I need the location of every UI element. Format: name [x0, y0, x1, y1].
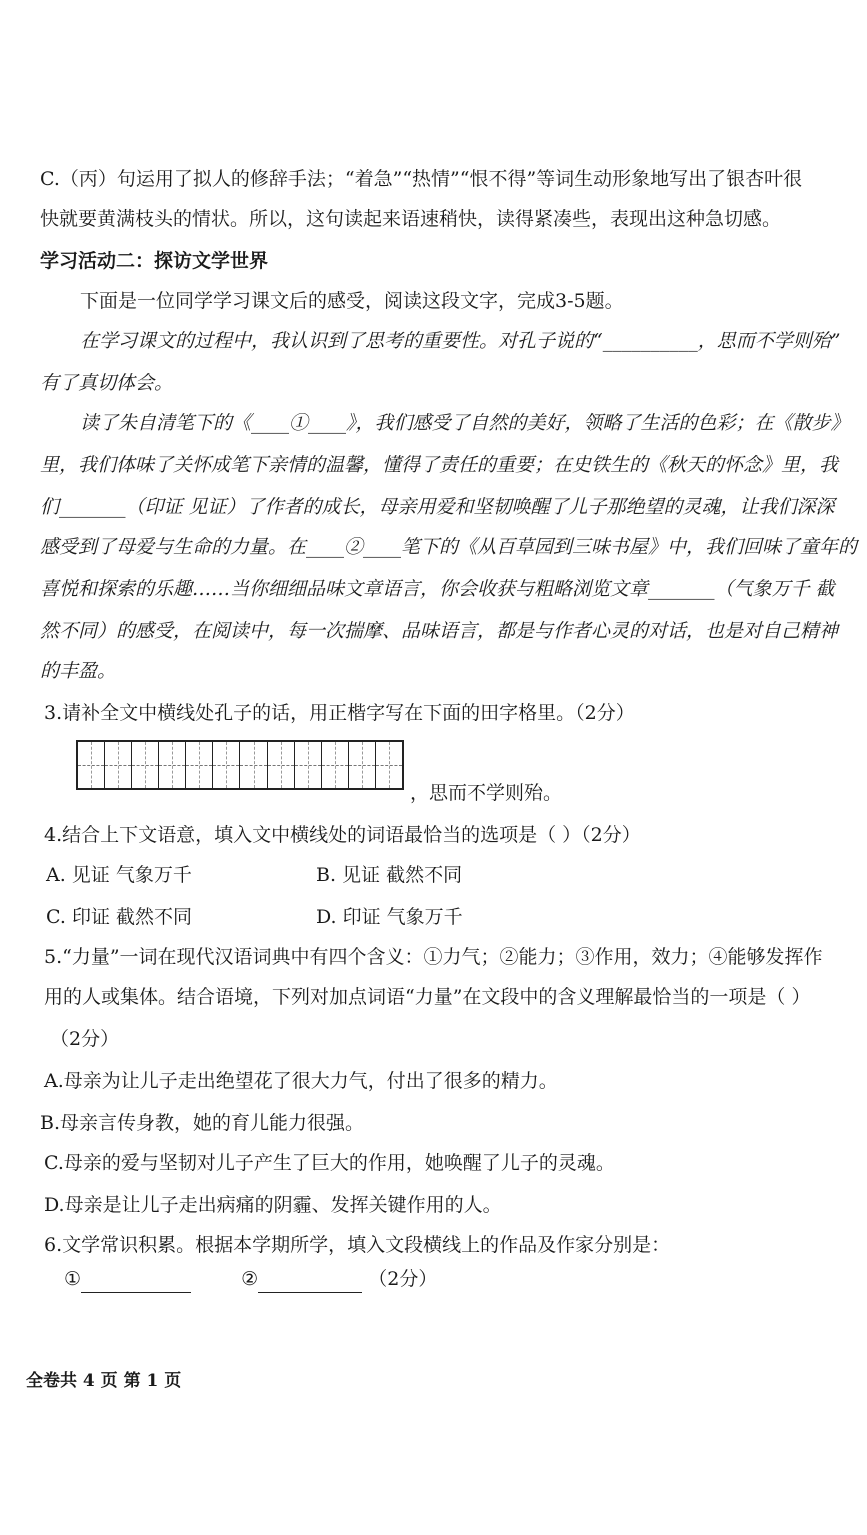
question-4: 4.结合上下文语意，填入文中横线处的词语最恰当的选项是（ ）（2分）: [44, 824, 641, 846]
q6-blank-1-marker: ①: [64, 1268, 82, 1290]
option-c-text-line1: C.（丙）句运用了拟人的修辞手法；“着急”“热情”“恨不得”等词生动形象地写出了银杏叶很: [40, 168, 803, 190]
passage-line-6: 感受到了母爱与生命的力量。在____②____笔下的《从百草园到三味书屋》中，我们回味了童年的: [40, 536, 858, 558]
q4-option-b[interactable]: B. 见证 截然不同: [316, 864, 463, 886]
passage-line-4: 里，我们体味了关怀成笔下亲情的温馨，懂得了责任的重要；在史铁生的《秋天的怀念》里，我: [40, 454, 839, 476]
section-heading: 学习活动二：探访文学世界: [40, 250, 269, 272]
question-5-line2: 用的人或集体。结合语境，下列对加点词语“力量”在文段中的含义理解最恰当的一项是（ ）: [44, 986, 811, 1008]
q6-blank-1[interactable]: [81, 1266, 191, 1293]
q4-option-a[interactable]: A. 见证 气象万千: [46, 864, 192, 886]
question-5-score: （2分）: [50, 1028, 120, 1050]
q4-option-c[interactable]: C. 印证 截然不同: [46, 906, 192, 928]
grid-cell[interactable]: [268, 742, 295, 788]
question-6: 6.文学常识积累。根据本学期所学，填入文段横线上的作品及作家分别是：: [44, 1234, 671, 1256]
passage-line-9: 的丰盈。: [40, 660, 117, 682]
passage-line-2: 有了真切体会。: [40, 372, 174, 394]
grid-cell[interactable]: [159, 742, 186, 788]
grid-cell[interactable]: [376, 742, 402, 788]
passage-line-5: 们_______（印证 见证）了作者的成长，母亲用爱和坚韧唤醒了儿子那绝望的灵魂，让我们深深: [40, 496, 835, 518]
q5-option-c[interactable]: C.母亲的爱与坚韧对儿子产生了巨大的作用，她唤醒了儿子的灵魂。: [44, 1152, 615, 1174]
grid-cell[interactable]: [105, 742, 132, 788]
grid-cell[interactable]: [349, 742, 376, 788]
grid-cell[interactable]: [78, 742, 105, 788]
passage-line-8: 然不同）的感受，在阅读中，每一次揣摩、品味语言，都是与作者心灵的对话，也是对自己精神: [40, 620, 839, 642]
grid-cell[interactable]: [322, 742, 349, 788]
q5-option-d[interactable]: D.母亲是让儿子走出病痛的阴霾、发挥关键作用的人。: [44, 1194, 502, 1216]
q6-answer-row: [64, 1266, 437, 1293]
q6-score: （2分）: [368, 1268, 438, 1290]
grid-trailing-text: ，思而不学则殆。: [410, 782, 563, 804]
grid-cell[interactable]: [213, 742, 240, 788]
q6-blank-2[interactable]: [258, 1266, 362, 1293]
q5-option-a[interactable]: A.母亲为让儿子走出绝望花了很大力气，付出了很多的精力。: [44, 1070, 558, 1092]
q5-option-b[interactable]: B.母亲言传身教，她的育儿能力很强。: [40, 1112, 365, 1134]
q6-blank-2-marker: ②: [241, 1268, 259, 1290]
q4-option-d[interactable]: D. 印证 气象万千: [316, 906, 463, 928]
grid-cell[interactable]: [186, 742, 213, 788]
tianzige-grid[interactable]: [76, 740, 404, 790]
grid-cell[interactable]: [295, 742, 322, 788]
question-3: 3.请补全文中横线处孔子的话，用正楷字写在下面的田字格里。（2分）: [44, 702, 635, 724]
question-5-line1: 5.“力量”一词在现代汉语词典中有四个含义：①力气；②能力；③作用，效力；④能够发挥作: [44, 946, 823, 968]
option-c-text-line2: 快就要黄满枝头的情状。所以，这句读起来语速稍快，读得紧凑些，表现出这种急切感。: [40, 208, 782, 230]
instruction-text: 下面是一位同学学习课文后的感受，阅读这段文字，完成3-5题。: [80, 290, 624, 312]
passage-line-1: 在学习课文的过程中，我认识到了思考的重要性。对孔子说的“__________，思而不学则殆”: [80, 330, 841, 352]
grid-cell[interactable]: [132, 742, 159, 788]
grid-cell[interactable]: [240, 742, 267, 788]
passage-line-3: 读了朱自清笔下的《____①____》，我们感受了自然的美好，领略了生活的色彩；在《散步》: [80, 412, 850, 434]
passage-line-7: 喜悦和探索的乐趣……当你细细品味文章语言，你会收获与粗略浏览文章_______（气象万千 截: [40, 578, 835, 600]
page-footer: 全卷共 4 页 第 1 页: [26, 1371, 182, 1391]
